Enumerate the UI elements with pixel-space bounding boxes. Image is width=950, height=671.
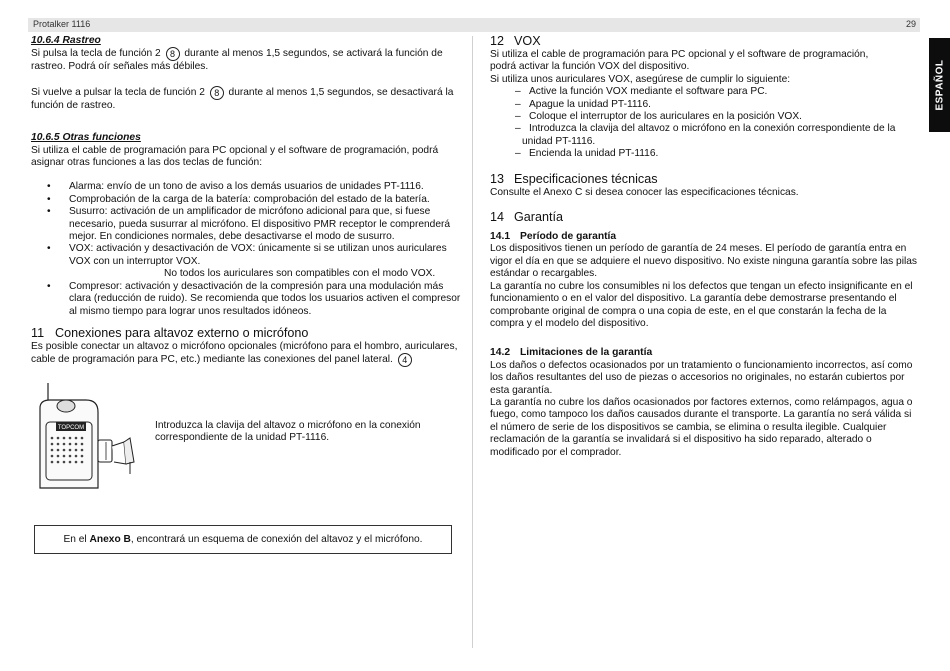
section-14-2-heading xyxy=(490,347,918,359)
list-item: – Active la función VOX mediante el software para PC. xyxy=(490,86,918,98)
warranty-limits-p1: Los daños o defectos ocasionados por un tratamiento o funcionamiento incorrectos, así como los daños resultantes del uso de piezas o accesorios no originales, no estarán cubiertos por esta garantía. xyxy=(490,359,913,396)
section-number: 11 xyxy=(31,325,45,340)
text: Es posible conectar un altavoz o micrófono opcionales (micrófono para el hombro, auriculares, cable de programación para PC, etc.) mediante las conexiones del panel lateral. xyxy=(31,340,458,366)
left-column xyxy=(31,35,461,367)
heading-10-6-4: 10.6.4 Rastreo xyxy=(31,35,101,46)
list-item: • Compresor: activación y desactivación de la compresión para una modulación más clara (reducción de ruido). Se recomienda que todos los usuarios activen el compresor al mismo tiempo para lograr unos resultados idóneos. xyxy=(31,281,461,318)
key-8-icon: 8 xyxy=(210,86,224,100)
section-14-1-heading xyxy=(490,231,918,243)
list-item: – Introduzca la clavija del altavoz o micrófono en la conexión correspondiente de la xyxy=(490,123,918,135)
section-title: Conexiones para altavoz externo o micrófono xyxy=(55,325,309,340)
section-number: 14.1 xyxy=(490,231,511,243)
section-title: Limitaciones de la garantía xyxy=(520,347,653,359)
section-number: 14.2 xyxy=(490,347,511,359)
text: Si pulsa la tecla de función 2 xyxy=(31,48,161,60)
list-item: • Comprobación de la carga de la batería: comprobación del estado de la batería. xyxy=(31,194,461,206)
list-item: • Alarma: envío de un tono de aviso a los demás usuarios de unidades PT-1116. xyxy=(31,181,461,193)
specs-text: Consulte el Anexo C si desea conocer las especificaciones técnicas. xyxy=(490,186,799,198)
list-item: – Apague la unidad PT-1116. xyxy=(490,99,918,111)
note-text: En el xyxy=(63,534,90,545)
document-title: Protalker 1116 xyxy=(33,19,91,29)
radio-connector-illustration xyxy=(26,378,146,498)
key-4-icon: 4 xyxy=(398,353,412,367)
vox-steps-end xyxy=(490,148,918,160)
language-tab xyxy=(929,38,950,132)
note-bold: Anexo B xyxy=(89,534,131,545)
figure-caption: Introduzca la clavija del altavoz o micrófono en la conexión correspondiente de la unidad PT-1116. xyxy=(155,420,421,444)
right-column xyxy=(490,34,918,459)
list-item xyxy=(31,243,461,280)
key-8-icon: 8 xyxy=(166,47,180,61)
paragraph-connections xyxy=(31,341,461,367)
paragraph-otras-intro: Si utiliza el cable de programación para PC opcional y el software de programación, podrá asignar otras funciones a las dos teclas de función: xyxy=(31,144,439,169)
section-title: Período de garantía xyxy=(520,231,617,243)
text: durante al menos 1,5 segundos, se activará la función de rastreo. Podrá oír señales más débiles. xyxy=(31,48,443,73)
text: durante al menos 1,5 segundos, se desactivará la función de rastreo. xyxy=(31,86,454,111)
section-12-heading xyxy=(490,34,918,49)
vox-note: No todos los auriculares son compatibles con el modo VOX. xyxy=(164,268,436,280)
section-title: VOX xyxy=(514,34,541,48)
warranty-limits-p2: La garantía no cubre los daños ocasionados por factores externos, como relámpagos, agua o fuego, como tampoco los daños causados durante el transporte. La garantía no será válida si el número de serie de los dispositivos se cambia, se elimina o resulta ilegible. Cualquier reclamación de la garantía se invalidará si el dispositivo ha sido reparado, alterado o modificado por el comprador. xyxy=(490,396,913,458)
section-title: Especificaciones técnicas xyxy=(514,171,658,186)
column-divider xyxy=(472,36,473,648)
note-text: , encontrará un esquema de conexión del altavoz y el micrófono. xyxy=(130,534,423,545)
warranty-period-p2: La garantía no cubre los consumibles ni los defectos que tengan un efecto insignificante en el funcionamiento o en el valor del dispositivo. La garantía debe demostrarse presentando el comprobante original de compra o una copia de este, en el que constarán la fecha de la compra y el modelo del dispositivo. xyxy=(490,280,913,329)
paragraph-rastreo-off xyxy=(31,86,461,112)
header-bar xyxy=(28,18,920,32)
section-number: 12 xyxy=(490,34,505,48)
vox-steps xyxy=(490,86,918,136)
language-tab-label: ESPAÑOL xyxy=(934,59,945,111)
section-number: 14 xyxy=(490,210,505,225)
warranty-period-p1: Los dispositivos tienen un período de garantía de 24 meses. El período de garantía entra en vigor el día en que se adquiere el nuevo dispositivo. No existe ninguna garantía sobre las pilas estándar o recargables. xyxy=(490,243,918,280)
text: Si vuelve a pulsar la tecla de función 2 xyxy=(31,86,205,98)
list-item-text: VOX: activación y desactivación de VOX: únicamente si se utilizan unos auriculares VOX con un interruptor VOX. xyxy=(69,243,447,267)
list-item: – Coloque el interruptor de los auriculares en la posición VOX. xyxy=(490,111,918,123)
annex-b-note xyxy=(34,525,452,554)
vox-line-2: podrá activar la función VOX del dispositivo. xyxy=(490,61,690,73)
vox-line-1: Si utiliza el cable de programación para PC opcional y el software de programación, xyxy=(490,49,869,60)
section-title: Garantía xyxy=(514,210,564,225)
paragraph-rastreo-on xyxy=(31,47,461,73)
list-item: • Susurro: activación de un amplificador de micrófono adicional para que, si fuese necesario, pueda susurrar al micrófono. El dispositivo PMR receptor le comprenderá mejor. En condiciones normales, debe desactivarse el modo de susurro. xyxy=(31,206,461,243)
section-11-heading xyxy=(31,326,461,341)
heading-10-6-5: 10.6.5 Otras funciones xyxy=(31,132,141,144)
list-item: – Encienda la unidad PT-1116. xyxy=(490,148,918,160)
radio-brand-label: TOPCOM xyxy=(57,425,85,431)
function-list xyxy=(31,181,461,317)
vox-line-3: Si utiliza unos auriculares VOX, asegúrese de cumplir lo siguiente: xyxy=(490,73,791,85)
section-number: 13 xyxy=(490,171,505,186)
page-number: 29 xyxy=(906,19,917,29)
section-13-heading xyxy=(490,172,918,187)
section-14-heading xyxy=(490,210,918,225)
list-item-continuation: unidad PT-1116. xyxy=(522,135,596,147)
